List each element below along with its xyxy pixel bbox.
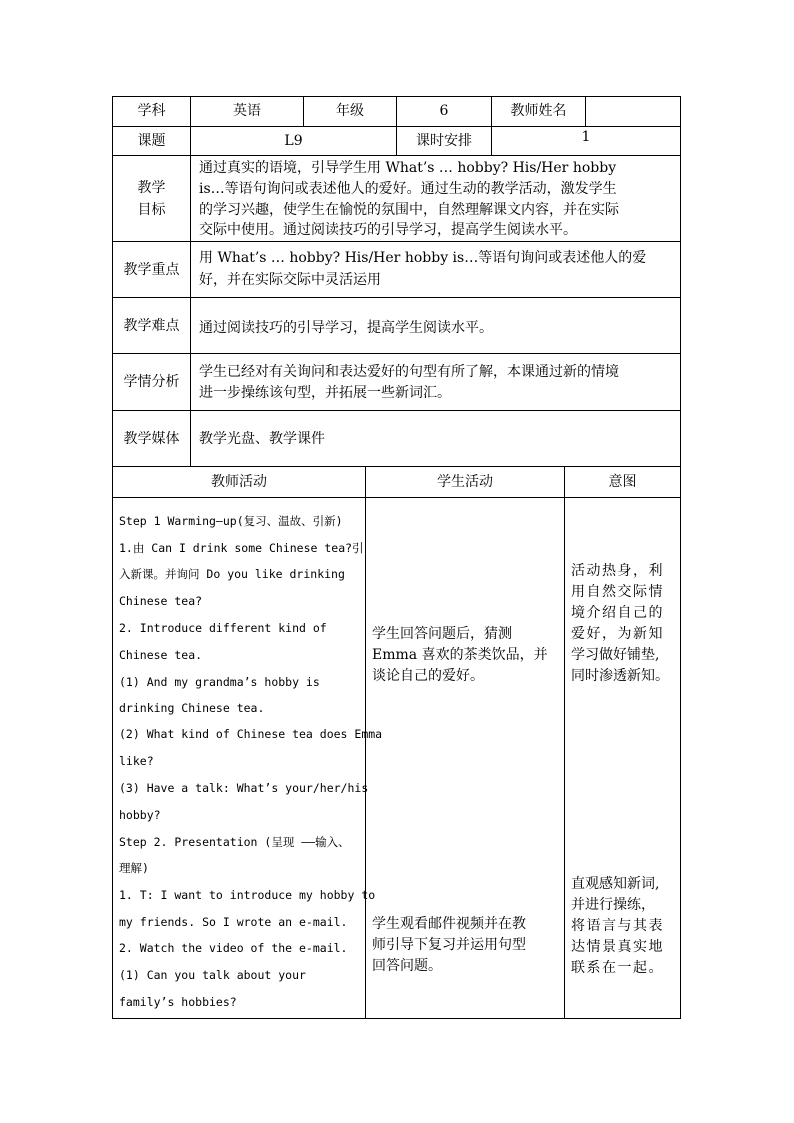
col-divider xyxy=(585,96,586,126)
teacher-activity-header: 教师活动 xyxy=(211,474,267,490)
media-label: 教学媒体 xyxy=(123,431,180,447)
goal-text-line: 通过真实的语境，引导学生用 What’s … hobby? His/Her hobby xyxy=(199,160,617,176)
table-border-left xyxy=(112,96,113,1019)
teacher-activity-line: 1.由 Can I drink some Chinese tea?引 xyxy=(119,541,364,555)
teacher-activity-line: Step 2. Presentation (呈现 ——输入、 xyxy=(119,835,350,849)
row-divider xyxy=(112,297,681,298)
row-divider xyxy=(112,410,681,411)
analysis-line: 进一步操练该句型，并拓展一些新词汇。 xyxy=(199,385,451,401)
row-divider xyxy=(112,497,681,498)
grade-label: 年级 xyxy=(336,103,364,119)
teacher-activity-line: (2) What kind of Chinese tea does Emma xyxy=(119,727,383,741)
teacher-activity-line: 1. T: I want to introduce my hobby to xyxy=(119,888,376,902)
intent-line: 直观感知新词, xyxy=(571,876,660,892)
intent-line: 学习做好铺垫, xyxy=(571,647,660,663)
teacher-activity-line: Chinese tea? xyxy=(119,594,203,608)
key-points-label: 教学重点 xyxy=(123,262,180,278)
class-hours-value: 1 xyxy=(581,129,591,145)
row-divider xyxy=(112,466,681,467)
teacher-activity-line: my friends. So I wrote an e-mail. xyxy=(119,915,348,929)
goal-text-line: is…等语句询问或表述他人的爱好。通过生动的教学活动，激发学生 xyxy=(199,181,617,197)
student-activity-line: Emma 喜欢的茶类饮品，并 xyxy=(372,647,548,663)
teacher-activity-line: drinking Chinese tea. xyxy=(119,701,265,715)
goal-text-line: 的学习兴趣，使学生在愉悦的氛围中，自然理解课文内容，并在实际 xyxy=(199,202,619,218)
analysis-line: 学生已经对有关询问和表达爱好的句型有所了解，本课通过新的情境 xyxy=(199,364,619,380)
row-divider xyxy=(112,155,681,156)
goal-text-line: 交际中使用。通过阅读技巧的引导学习，提高学生阅读水平。 xyxy=(199,222,577,238)
student-activity-line: 回答问题。 xyxy=(372,958,442,974)
student-activity-line: 师引导下复习并运用句型 xyxy=(372,937,526,953)
row-divider xyxy=(112,241,681,242)
col-divider xyxy=(564,466,565,1018)
student-activity-line: 谈论自己的爱好。 xyxy=(372,668,484,684)
key-points-line: 好，并在实际交际中灵活运用 xyxy=(199,272,381,288)
intent-line: 将语言与其表 xyxy=(571,918,664,934)
student-activity-line: 学生观看邮件视频并在教 xyxy=(372,916,526,932)
subject-label: 学科 xyxy=(137,103,166,119)
teacher-activity-line: 2. Introduce different kind of xyxy=(119,621,327,635)
table-border-right xyxy=(680,96,681,1019)
intent-line: 爱好，为新知 xyxy=(571,626,664,642)
student-activity-header: 学生活动 xyxy=(437,474,493,490)
media-text: 教学光盘、教学课件 xyxy=(199,431,325,447)
teacher-activity-line: (1) Can you talk about your xyxy=(119,968,306,982)
teacher-activity-line: (1) And my grandma’s hobby is xyxy=(119,675,320,689)
teacher-activity-line: family’s hobbies? xyxy=(119,995,237,1009)
intent-line: 同时渗透新知。 xyxy=(571,668,669,684)
intent-line: 并进行操练， xyxy=(571,897,655,913)
topic-value: L9 xyxy=(284,133,303,149)
difficulty-label: 教学难点 xyxy=(123,318,180,334)
row-divider xyxy=(112,353,681,354)
intent-line: 境介绍自己的 xyxy=(571,605,664,621)
intent-line: 活动热身，利 xyxy=(571,563,664,579)
class-hours-label: 课时安排 xyxy=(416,133,472,149)
teacher-activity-line: 理解) xyxy=(119,861,149,875)
teacher-activity-line: (3) Have a talk: What’s your/her/his xyxy=(119,781,369,795)
intent-line: 用自然交际情 xyxy=(571,584,664,600)
intent-line: 达情景真实地 xyxy=(571,939,664,955)
key-points-line: 用 What’s … hobby? His/Her hobby is…等语句询问或表述他人的爱 xyxy=(199,250,647,266)
grade-value: 6 xyxy=(439,103,449,119)
student-activity-line: 学生回答问题后，猜测 xyxy=(372,626,512,642)
goal-label-line-1: 教学 xyxy=(137,180,166,196)
subject-value: 英语 xyxy=(233,103,261,119)
intent-line: 联系在一起。 xyxy=(571,960,664,976)
teacher-activity-line: like? xyxy=(119,754,154,768)
teacher-activity-line: 2. Watch the video of the e-mail. xyxy=(119,941,348,955)
teacher-activity-line: hobby? xyxy=(119,808,161,822)
topic-label: 课题 xyxy=(137,133,166,149)
teacher-activity-line: Step 1 Warming—up(复习、温故、引新) xyxy=(119,514,343,528)
teacher-activity-line: 入新课。并询问 Do you like drinking xyxy=(119,567,345,581)
difficulty-text: 通过阅读技巧的引导学习，提高学生阅读水平。 xyxy=(199,320,493,336)
table-border-bottom xyxy=(112,1018,681,1019)
teacher-name-label: 教师姓名 xyxy=(510,103,567,119)
analysis-label: 学情分析 xyxy=(123,374,180,390)
teacher-activity-line: Chinese tea. xyxy=(119,648,203,662)
goal-label-line-2: 目标 xyxy=(137,202,166,218)
intent-header: 意图 xyxy=(608,474,637,490)
